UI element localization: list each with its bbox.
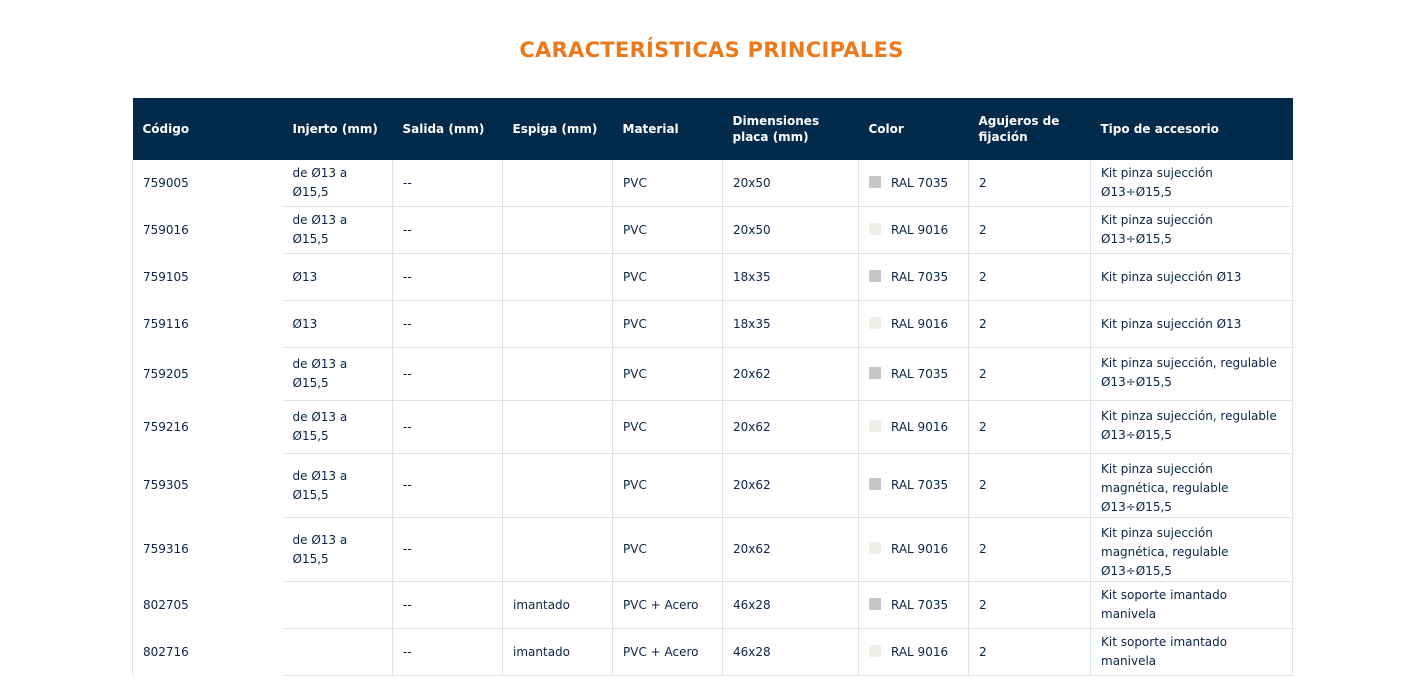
cell-codigo: 802716: [133, 629, 283, 676]
cell-espiga: [503, 454, 613, 518]
color-swatch: [869, 176, 881, 188]
cell-material: PVC: [613, 160, 723, 207]
color-label: RAL 7035: [891, 597, 949, 612]
cell-tipo: Kit pinza sujección Ø13÷Ø15,5: [1091, 207, 1293, 254]
cell-codigo: 759216: [133, 401, 283, 454]
cell-codigo: 759305: [133, 454, 283, 518]
cell-material: PVC: [613, 348, 723, 401]
color-swatch: [869, 598, 881, 610]
cell-salida: --: [393, 629, 503, 676]
specs-table: [132, 98, 1293, 676]
color-label: RAL 9016: [891, 542, 949, 556]
cell-salida: --: [393, 401, 503, 454]
color-swatch: [869, 542, 881, 554]
cell-color: [859, 582, 969, 629]
table-header-row: [133, 98, 1293, 160]
cell-dimensiones: 20x62: [723, 518, 859, 582]
cell-agujeros: 2: [969, 454, 1091, 518]
cell-espiga: [503, 301, 613, 348]
cell-color: [859, 348, 969, 401]
cell-agujeros: 2: [969, 160, 1091, 207]
cell-injerto: de Ø13 a Ø15,5: [283, 401, 393, 454]
cell-tipo: Kit pinza sujección Ø13: [1091, 301, 1293, 348]
cell-material: PVC: [613, 301, 723, 348]
cell-tipo: Kit pinza sujección, regulable Ø13÷Ø15,5: [1091, 348, 1293, 401]
column-header: Tipo de accesorio: [1091, 98, 1293, 160]
cell-injerto: Ø13: [283, 254, 393, 301]
table-row: [133, 454, 1293, 518]
cell-espiga: imantado: [503, 582, 613, 629]
cell-tipo: Kit pinza sujección, regulable Ø13÷Ø15,5: [1091, 401, 1293, 454]
cell-codigo: 759105: [133, 254, 283, 301]
cell-espiga: [503, 401, 613, 454]
cell-injerto: Ø13: [283, 301, 393, 348]
cell-injerto: de Ø13 a Ø15,5: [283, 160, 393, 207]
cell-espiga: [503, 207, 613, 254]
cell-codigo: 759316: [133, 518, 283, 582]
cell-material: PVC: [613, 401, 723, 454]
cell-agujeros: 2: [969, 582, 1091, 629]
page-title: CARACTERÍSTICAS PRINCIPALES: [519, 38, 904, 62]
table-row: [133, 254, 1293, 301]
cell-agujeros: 2: [969, 301, 1091, 348]
cell-color: [859, 401, 969, 454]
cell-color: [859, 207, 969, 254]
color-swatch: [869, 270, 881, 282]
cell-salida: --: [393, 518, 503, 582]
table-row: [133, 629, 1293, 676]
color-label: RAL 7035: [891, 269, 949, 284]
cell-agujeros: 2: [969, 629, 1091, 676]
cell-material: PVC + Acero: [613, 582, 723, 629]
color-label: RAL 7035: [891, 175, 949, 190]
cell-salida: --: [393, 160, 503, 207]
table-row: [133, 207, 1293, 254]
cell-material: PVC + Acero: [613, 629, 723, 676]
color-label: RAL 7035: [891, 366, 949, 381]
cell-espiga: imantado: [503, 629, 613, 676]
cell-salida: --: [393, 582, 503, 629]
cell-codigo: 759005: [133, 160, 283, 207]
cell-salida: --: [393, 207, 503, 254]
cell-dimensiones: 20x62: [723, 401, 859, 454]
table-row: [133, 518, 1293, 582]
color-swatch: [869, 478, 881, 490]
cell-agujeros: 2: [969, 348, 1091, 401]
cell-color: [859, 254, 969, 301]
table-row: [133, 401, 1293, 454]
color-label: RAL 7035: [891, 478, 949, 492]
cell-agujeros: 2: [969, 401, 1091, 454]
cell-dimensiones: 20x62: [723, 454, 859, 518]
color-label: RAL 9016: [891, 316, 949, 331]
cell-salida: --: [393, 301, 503, 348]
cell-agujeros: 2: [969, 254, 1091, 301]
table-row: [133, 348, 1293, 401]
color-label: RAL 9016: [891, 222, 949, 237]
cell-color: [859, 629, 969, 676]
color-swatch: [869, 317, 881, 329]
cell-color: [859, 301, 969, 348]
cell-tipo: Kit pinza sujección magnética, regulable Ø13÷Ø15,5: [1091, 454, 1293, 518]
cell-tipo: Kit soporte imantado manivela: [1091, 629, 1293, 676]
color-swatch: [869, 420, 881, 432]
cell-espiga: [503, 348, 613, 401]
table-row: [133, 160, 1293, 207]
column-header: Injerto (mm): [283, 98, 393, 160]
cell-material: PVC: [613, 207, 723, 254]
cell-injerto: de Ø13 a Ø15,5: [283, 454, 393, 518]
color-swatch: [869, 645, 881, 657]
cell-dimensiones: 20x62: [723, 348, 859, 401]
cell-codigo: 759116: [133, 301, 283, 348]
cell-injerto: de Ø13 a Ø15,5: [283, 518, 393, 582]
column-header: Dimensiones placa (mm): [723, 98, 859, 160]
cell-agujeros: 2: [969, 518, 1091, 582]
cell-espiga: [503, 254, 613, 301]
cell-material: PVC: [613, 254, 723, 301]
cell-dimensiones: 18x35: [723, 254, 859, 301]
cell-tipo: Kit pinza sujección Ø13÷Ø15,5: [1091, 160, 1293, 207]
cell-tipo: Kit pinza sujección magnética, regulable Ø13÷Ø15,5: [1091, 518, 1293, 582]
cell-injerto: de Ø13 a Ø15,5: [283, 207, 393, 254]
column-header: Color: [859, 98, 969, 160]
column-header: Espiga (mm): [503, 98, 613, 160]
color-label: RAL 9016: [891, 644, 949, 659]
cell-material: PVC: [613, 518, 723, 582]
cell-color: [859, 160, 969, 207]
cell-material: PVC: [613, 454, 723, 518]
cell-agujeros: 2: [969, 207, 1091, 254]
cell-dimensiones: 20x50: [723, 160, 859, 207]
color-label: RAL 9016: [891, 419, 949, 434]
cell-espiga: [503, 160, 613, 207]
cell-salida: --: [393, 454, 503, 518]
cell-color: [859, 518, 969, 582]
column-header: Agujeros de fijación: [969, 98, 1091, 160]
cell-dimensiones: 46x28: [723, 582, 859, 629]
cell-dimensiones: 46x28: [723, 629, 859, 676]
table-row: [133, 301, 1293, 348]
cell-salida: --: [393, 348, 503, 401]
cell-dimensiones: 20x50: [723, 207, 859, 254]
cell-tipo: Kit soporte imantado manivela: [1091, 582, 1293, 629]
column-header: Salida (mm): [393, 98, 503, 160]
color-swatch: [869, 223, 881, 235]
column-header: Código: [133, 98, 283, 160]
cell-codigo: 802705: [133, 582, 283, 629]
table-row: [133, 582, 1293, 629]
color-swatch: [869, 367, 881, 379]
cell-injerto: [283, 629, 393, 676]
cell-color: [859, 454, 969, 518]
column-header: Material: [613, 98, 723, 160]
cell-tipo: Kit pinza sujección Ø13: [1091, 254, 1293, 301]
cell-injerto: [283, 582, 393, 629]
cell-codigo: 759016: [133, 207, 283, 254]
cell-codigo: 759205: [133, 348, 283, 401]
cell-dimensiones: 18x35: [723, 301, 859, 348]
cell-injerto: de Ø13 a Ø15,5: [283, 348, 393, 401]
cell-espiga: [503, 518, 613, 582]
cell-salida: --: [393, 254, 503, 301]
